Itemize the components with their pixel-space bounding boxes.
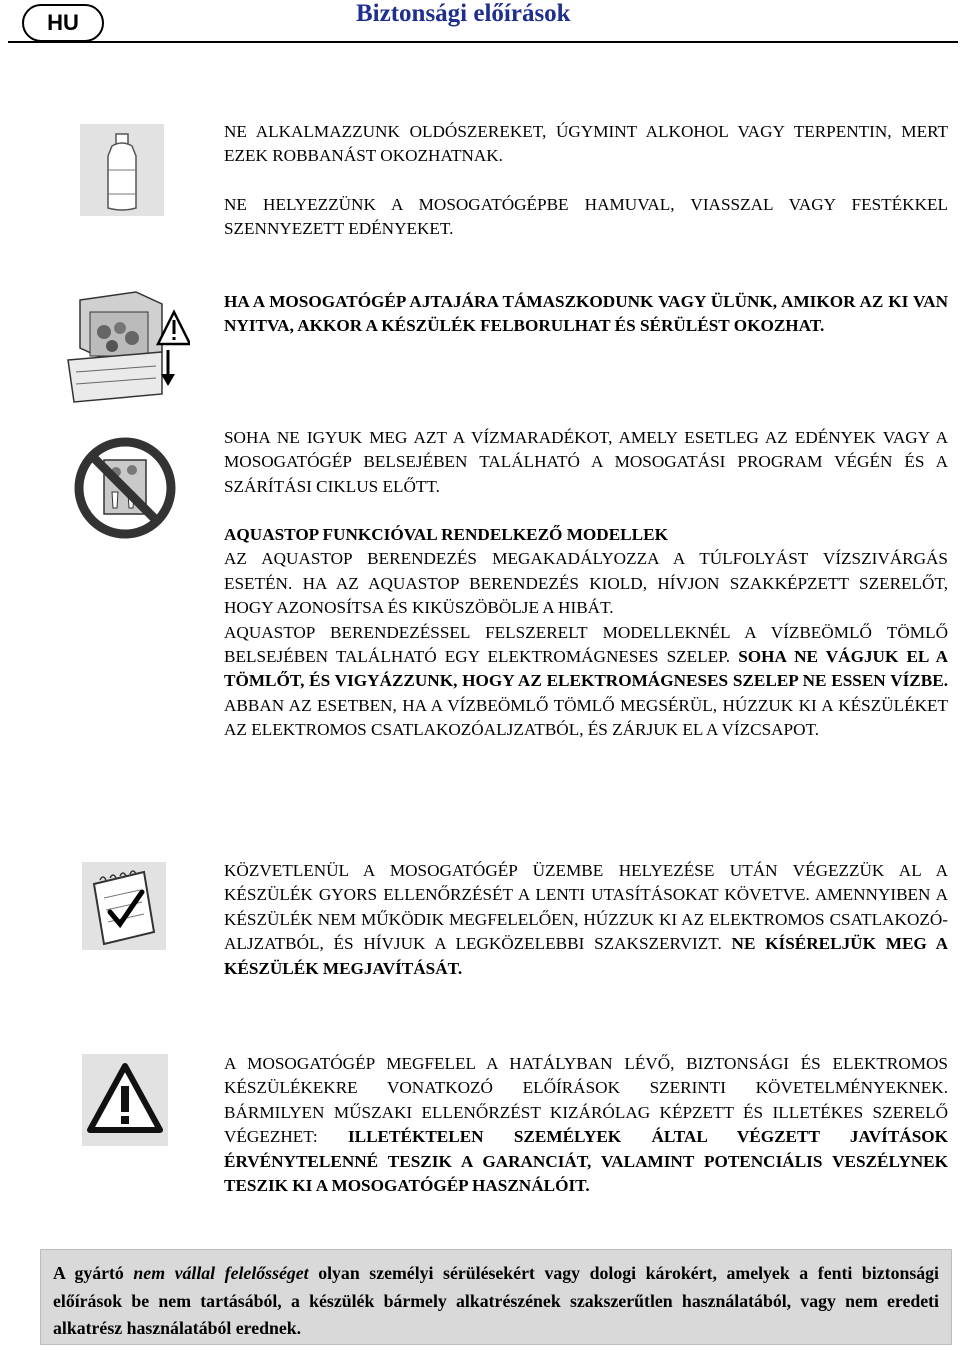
solvents-warning-text: NE ALKALMAZZUNK OLDÓSZEREKET, ÚGYMINT ALKOHOL VAGY TERPENTIN, MERT EZEK ROBBANÁST OKOZHATNAK.	[224, 122, 948, 166]
disclaimer-italic: nem vállal felelősséget	[133, 1263, 309, 1283]
aquastop-paragraph-1: AZ AQUASTOP BERENDEZÉS MEGAKADÁLYOZZA A TÚLFOLYÁST VÍZSZIVÁRGÁS ESETÉN. HA AZ AQUASTOP BERENDEZÉS KIOLD, HÍVJON SZAKKÉPZETT SZERELŐT, HOGY AZONOSÍTSA ÉS KIKÜSZÖBÖLJE A HIBÁT.	[224, 549, 948, 618]
liability-disclaimer-box	[40, 1249, 952, 1345]
check-bold-text: NE KÍSÉRELJÜK MEG A KÉSZÜLÉK MEGJAVÍTÁSÁT.	[224, 934, 948, 978]
aquastop-p2-tail: ABBAN AZ ESETBEN, HA A VÍZBEÖMLŐ TÖMLŐ MEGSÉRÜL, HÚZZUK KI A KÉSZÜLÉKET AZ ELEKTROMOS CSATLAKOZÓALJZATBÓL, ÉS ZÁRJUK EL A VÍZCSAPOT.	[224, 695, 948, 740]
door-section	[224, 290, 948, 339]
door-warning-text: HA A MOSOGATÓGÉP AJTAJÁRA TÁMASZKODUNK VAGY ÜLÜNK, AMIKOR AZ KI VAN NYITVA, AKKOR A KÉSZÜLÉK FELBORULHAT ÉS SÉRÜLÉST OKOZHAT.	[224, 292, 948, 336]
compliance-paragraph	[224, 1052, 948, 1198]
page-header	[0, 0, 960, 48]
aquastop-paragraph-2	[224, 621, 948, 743]
disclaimer-prefix: A gyártó	[53, 1263, 134, 1283]
liability-disclaimer-text	[53, 1260, 939, 1343]
compliance-section	[224, 1052, 948, 1198]
language-badge: HU	[22, 4, 104, 42]
water-residue-warning-text: SOHA NE IGYUK MEG AZT A VÍZMARADÉKOT, AMELY ESETLEG AZ EDÉNYEK VAGY A MOSOGATÓGÉP BELSEJÉBEN TALÁLHATÓ A MOSOGATÁSI PROGRAM VÉGÉN ÉS A SZÁRÍTÁSI CIKLUS ELŐTT.	[224, 428, 948, 496]
aquastop-p2-bold: SOHA NE VÁGJUK EL A TÖMLŐT, ÉS VIGYÁZZUNK, HOGY AZ ELEKTROMÁGNESES SZELEP NE ESSEN VÍZBE.	[224, 647, 948, 691]
compliance-normal-text: A MOSOGATÓGÉP MEGFELEL A HATÁLYBAN LÉVŐ, BIZTONSÁGI ÉS ELEKTROMOS KÉSZÜLÉKEKRE VONATKOZÓ ELŐÍRÁSOK SZERINTI KÖVETELMÉNYEKNEK. BÁRMILYEN MŰSZAKI ELLENŐRZÉST KIZÁRÓLAG KÉPZETT ÉS ILLETÉKES SZERELŐ VÉGEZHET:	[224, 1054, 948, 1147]
page-title: Biztonsági előírások	[356, 0, 571, 27]
compliance-bold-text: ILLETÉKTELEN SZEMÉLYEK ÁLTAL VÉGZETT JAVÍTÁSOK ÉRVÉNYTELENNÉ TESZIK A GARANCIÁT, VALAMINT POTENCIÁLIS VESZÉLYNEK TESZIK KI A MOSOGATÓGÉP HASZNÁLÓIT.	[224, 1127, 948, 1196]
checklist-icon	[82, 862, 166, 950]
aquastop-section	[224, 523, 948, 743]
bottle-icon	[80, 124, 164, 216]
disclaimer-suffix: olyan személyi sérülésekért vagy dologi károkért, amelyek a fenti biztonsági előírások be nem tartásából, a készülék bármely alkatrészének szakszerűtlen használatából, vagy nem eredeti alkatrész használatából erednek.	[53, 1263, 939, 1339]
aquastop-p2-normal: AQUASTOP BERENDEZÉSSEL FELSZERELT MODELLEKNÉL A VÍZBEÖMLŐ TÖMLŐ BELSEJÉBEN TALÁLHATÓ EGY ELEKTROMÁGNESES SZELEP.	[224, 622, 948, 667]
open-door-warning-icon	[66, 290, 190, 408]
check-section	[224, 859, 948, 981]
check-paragraph	[224, 859, 948, 981]
check-normal-text: KÖZVETLENÜL A MOSOGATÓGÉP ÜZEMBE HELYEZÉSE UTÁN VÉGEZZÜK AL A KÉSZÜLÉK GYORS ELLENŐRZÉSÉT A LENTI UTASÍTÁSOKAT KÖVETVE. AMENNYIBEN A KÉSZÜLÉK NEM MŰKÖDIK MEGFELELŐEN, HÚZZUK KI AZ ELEKTROMOS CSATLAKOZÓ-ALJZATBÓL, ÉS HÍVJUK A LEGKÖZELEBBI SZAKSZERVIZT.	[224, 861, 948, 954]
drink-section	[224, 426, 948, 499]
aquastop-heading: AQUASTOP FUNKCIÓVAL RENDELKEZŐ MODELLEK	[224, 525, 668, 544]
dirty-dishes-warning-text: NE HELYEZZÜNK A MOSOGATÓGÉPBE HAMUVAL, VIASSZAL VAGY FESTÉKKEL SZENNYEZETT EDÉNYEKET.	[224, 194, 948, 239]
warning-triangle-icon	[82, 1054, 168, 1146]
header-divider	[8, 41, 958, 43]
solvents-section	[224, 120, 948, 242]
no-drinking-icon	[72, 436, 178, 540]
